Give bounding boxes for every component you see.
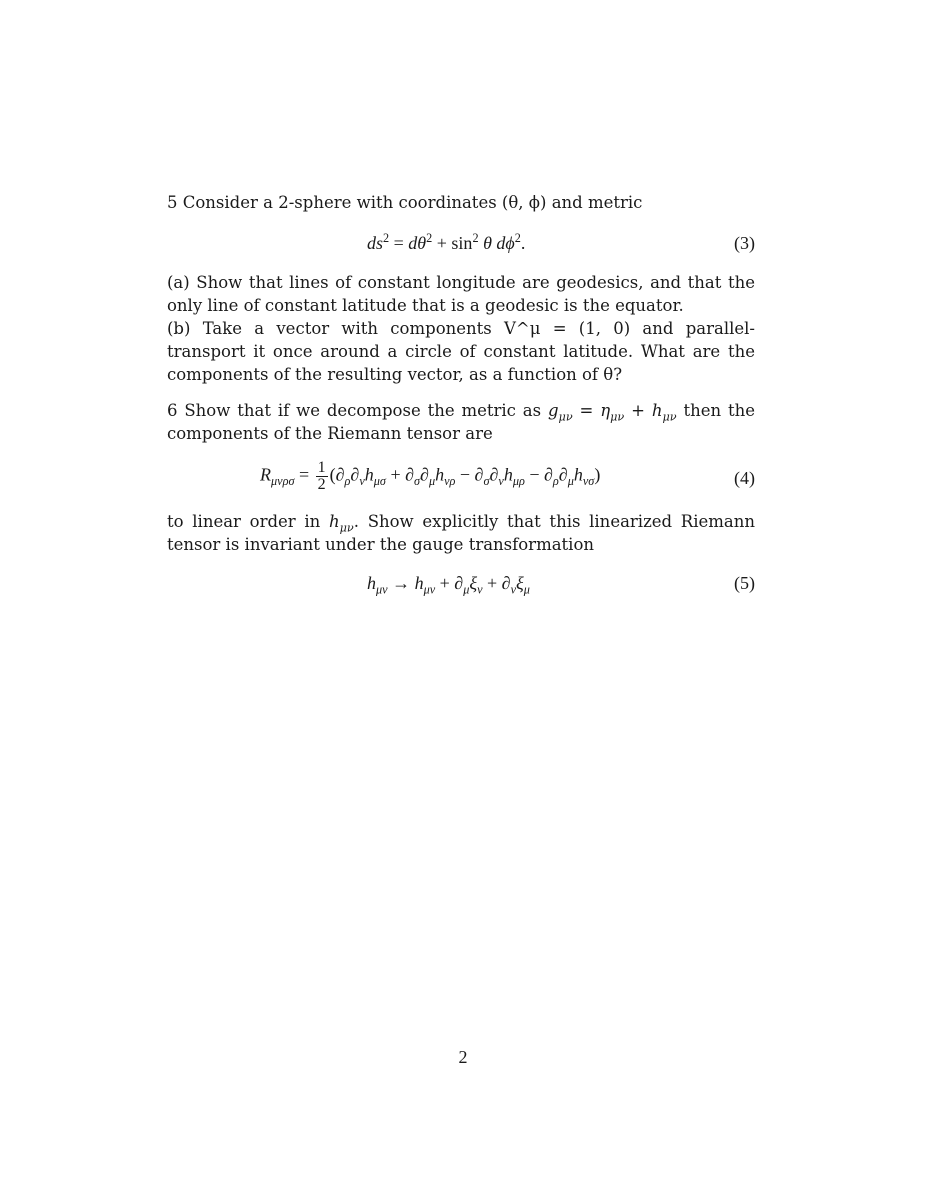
equation-3-number: (3) [734,233,755,253]
equation-3 [167,232,755,260]
page-number: 2 [458,1047,468,1067]
equation-5-body: $h_{\mu\nu} \to h_{\mu\nu} + \partial_\mu\xi_\nu + \partial_\nu\xi_\mu$ [367,573,530,597]
one-half-fraction: $\frac{1}{2}$ [317,459,326,493]
problem-6-intro-after: then the components of the Riemann tensor are [167,401,756,443]
problem-6-intro: 6 Show that if we decompose the metric as $g_{\mu\nu} = \eta_{\mu\nu} + h_{\mu\nu}$ then the components of the Riemann tensor are [167,401,756,443]
equation-4-body: $R_{\mu\nu\rho\sigma}$ = $\frac{1}{2}$ $(\partial_\rho\partial_\nu h_{\mu\sigma} + \partial_\sigma\partial_\mu h_{\nu\rho} - \partial_\sigma\partial_\nu h_{\mu\rho} - \partial_\rho\partial_\mu h_{\nu\sigma})$ [260,459,601,493]
equation-5-number: (5) [734,573,755,593]
problem-5-part-b [167,317,755,386]
problem-6-intro-before: 6 Show that if we decompose the metric as [167,401,542,420]
problem-5-intro: 5 Consider a 2-sphere with coordinates (θ, ϕ) and metric [167,193,643,212]
problem-6-middle-after: . Show explicitly that this linearized Riemann tensor is invariant under the gauge transformation [167,512,755,554]
problem-6-middle-before: to linear order in [167,512,321,531]
equation-4-number: (4) [734,468,755,488]
equation-3-body: $ds^2 = d\theta^2 + \sin^2 \theta$ $d\phi^2$. [367,231,526,253]
part-b-text: (b) Take a vector with components V^μ = (1, 0) and parallel-transport it once around a circle of constant latitude. What are the components of the resulting vector, as a function of θ? [167,319,755,384]
equation-5 [167,572,755,600]
equation-4 [167,460,755,500]
problem-5-part-a: (a) Show that lines of constant longitude are geodesics, and that the only line of constant latitude that is a geodesic is the equator. [167,273,755,315]
problem-6-middle: to linear order in $h_{\mu\nu}$. Show explicitly that this linearized Riemann tensor is invariant under the gauge transformation [167,512,755,554]
